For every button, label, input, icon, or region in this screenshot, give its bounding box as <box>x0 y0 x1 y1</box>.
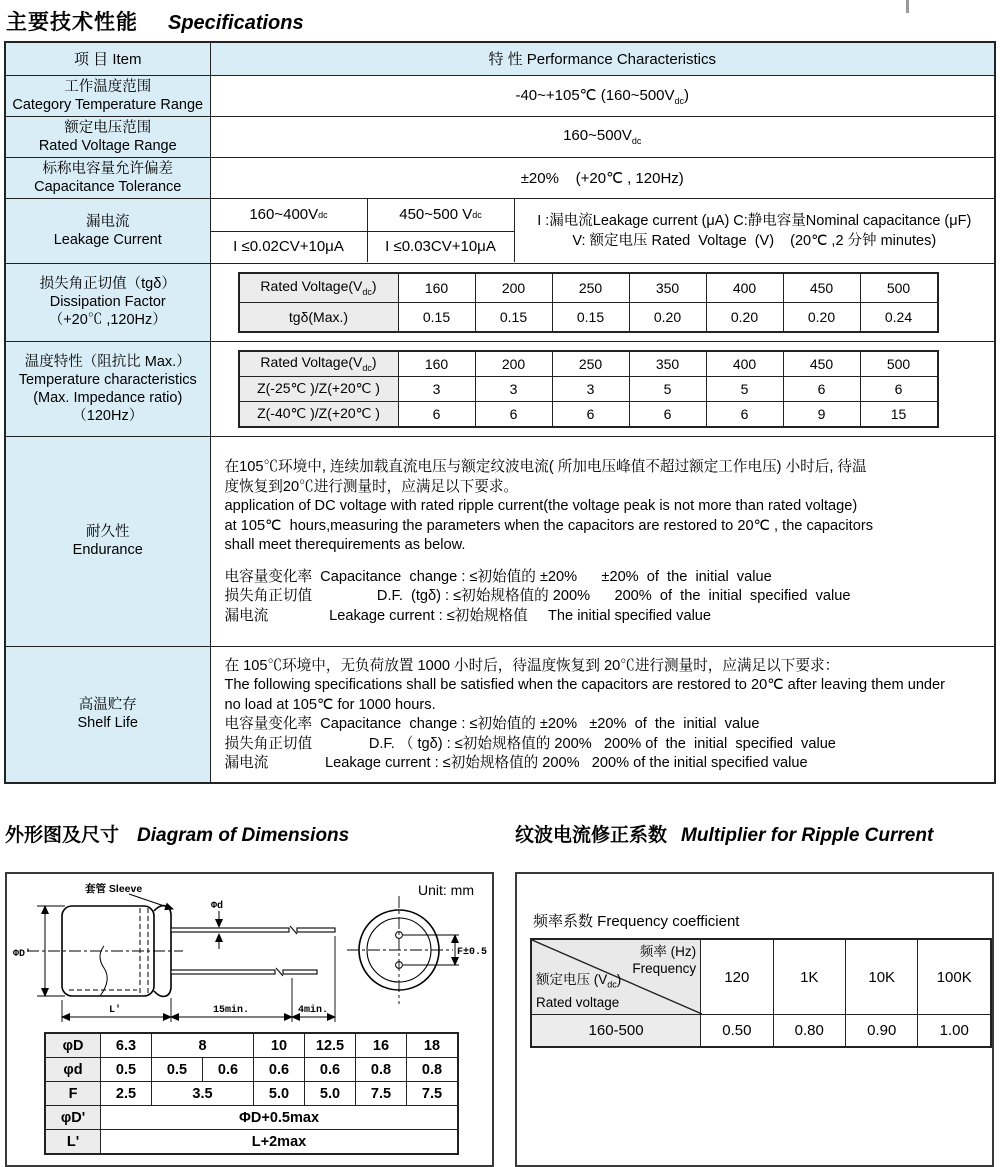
dim-phiD-4: 16 <box>356 1033 407 1058</box>
df-v0: 160 <box>398 273 475 303</box>
capacitor-diagram <box>7 878 492 1030</box>
dimension-table <box>44 1032 459 1155</box>
leakage-label: 漏电流 Leakage Current <box>5 198 210 263</box>
leakage-value <box>210 198 995 263</box>
z40-3: 6 <box>629 401 706 427</box>
z40-1: 6 <box>475 401 552 427</box>
z25-0: 3 <box>398 376 475 401</box>
dim-phid-4: 0.6 <box>305 1058 356 1082</box>
dim-phid-1: 0.5 <box>152 1058 203 1082</box>
ripple-box <box>515 872 994 1167</box>
temp-range-label-en: Category Temperature Range <box>12 96 204 113</box>
temp-range-value: -40~+105℃ $(160\sim 500V_{dc})$ <box>210 75 995 116</box>
dissipation-label: 损失角正切值（tgδ） Dissipation Factor （+20℃ ,120Hz） <box>5 263 210 341</box>
temp-range-label-cn: 工作温度范围 <box>64 78 152 95</box>
dim-phiDp-label: φD' <box>45 1106 101 1130</box>
bottom-section-titles <box>0 820 1000 856</box>
dim-phiD-3: 12.5 <box>305 1033 356 1058</box>
freq-1k: 1K <box>773 939 845 1015</box>
leakage-formula-1: I ≤0.02CV+10μA <box>211 231 367 263</box>
temp-char-value <box>210 341 995 436</box>
tg-5: 0.20 <box>783 302 860 332</box>
z25-2: 3 <box>552 376 629 401</box>
row-temp-char <box>5 341 995 436</box>
tc-v4: 400 <box>706 351 783 377</box>
dim-phiD-5: 18 <box>407 1033 459 1058</box>
row-leakage <box>5 198 995 263</box>
row-shelf-life <box>5 646 995 783</box>
dim-phid-0: 0.5 <box>101 1058 152 1082</box>
tolerance-label: 标称电容量允许偏差 Capacitance Tolerance <box>5 157 210 198</box>
endurance-text: 在105℃环境中, 连续加载直流电压与额定纹波电流( 所加电压峰值不超过额定工作电压) 小时后, 待温 度恢复到20℃进行测量时，应满足以下要求。 application of DC voltage with rated ripple current(the voltage peak is not more than rated voltage) at 105℃ hours,measuring the parameters when the capacitors are restored to 20℃ , the capacitors shall meet therequirements as below. 电容量变化率 Capacitance change : ≤初始值的 ±20% ±20% of the initial value 损失角正切值 D.F. (tgδ) : ≤初始规格值的 200% 200% of the initial specified value 漏电流 Leakage current : ≤初始规格值 The initial specified value <box>210 436 995 646</box>
dim-f-0: 2.5 <box>101 1082 152 1106</box>
tip-length-label: 4min. <box>298 1005 329 1016</box>
dim-phid-3: 0.6 <box>254 1058 305 1082</box>
L-dim-label: L' <box>109 1005 122 1016</box>
z40-4: 6 <box>706 401 783 427</box>
dim-phiD-label: φD <box>45 1033 101 1058</box>
leakage-subtable <box>211 199 514 262</box>
df-header: Rated $Voltage(V_{dc})$ <box>239 273 399 303</box>
z25-4: 5 <box>706 376 783 401</box>
tc-v3: 350 <box>629 351 706 377</box>
coef-1k: 0.80 <box>773 1015 845 1048</box>
row-tolerance <box>5 157 995 198</box>
frequency-table-corner <box>531 939 701 1015</box>
z25-3: 5 <box>629 376 706 401</box>
freq-voltage-range: 160-500 <box>531 1015 701 1048</box>
temp-char-label: 温度特性（阻抗比 Max.） Temperature characteristics (Max. Impedance ratio) （120Hz） <box>5 341 210 436</box>
ripple-title <box>515 820 933 856</box>
row-voltage-range <box>5 116 995 157</box>
page-title-en: Specifications <box>168 12 304 34</box>
dim-f-4: 7.5 <box>356 1082 407 1106</box>
df-v2: 250 <box>552 273 629 303</box>
dimensions-title-cn: 外形图及尺寸 <box>5 825 120 846</box>
tg-0: 0.15 <box>398 302 475 332</box>
z25-label: Z(-25℃ )/Z(+20℃ ) <box>239 376 399 401</box>
temp-range-label <box>5 75 210 116</box>
header-performance: 特 性 Performance Characteristics <box>210 42 995 75</box>
freq-120: 120 <box>701 939 773 1015</box>
dim-Lp-label: L' <box>45 1130 101 1155</box>
dim-phiD-1: 8 <box>152 1033 254 1058</box>
frequency-table <box>530 938 992 1048</box>
shelf-life-text: 在 105℃环境中，无负荷放置 1000 小时后，待温度恢复到 20℃进行测量时，应满足以下要求： The following specifications shall be satisfied when the capacitors are restored to 20℃ after leaving them under no load at 105℃ for 1000 hours. 电容量变化率 Capacitance change : ≤初始值的 ±20% ±20% of the initial value 损失角正切值 D.F. （ tgδ) : ≤初始规格值的 200% 200% of the initial specified value 漏电流 Leakage current : ≤初始规格值的 200% 200% of the initial specified value <box>210 646 995 783</box>
tc-v5: 450 <box>783 351 860 377</box>
row-endurance <box>5 436 995 646</box>
dim-phid-5: 0.8 <box>356 1058 407 1082</box>
coef-100k: 1.00 <box>918 1015 991 1048</box>
voltage-range-label: 额定电压范围 Rated Voltage Range <box>5 116 210 157</box>
leakage-formula-2: I ≤0.03CV+10μA <box>367 231 514 263</box>
z25-5: 6 <box>783 376 860 401</box>
dissipation-subtable <box>238 272 939 333</box>
df-v4: 400 <box>706 273 783 303</box>
header-item: 项 目 Item <box>5 42 210 75</box>
tc-v6: 500 <box>860 351 938 377</box>
tc-v0: 160 <box>398 351 475 377</box>
df-v3: 350 <box>629 273 706 303</box>
dim-phiD-2: 10 <box>254 1033 305 1058</box>
z40-2: 6 <box>552 401 629 427</box>
corner-freq-cn: 频率 (Hz) <box>639 944 697 959</box>
temp-char-subtable <box>238 350 939 428</box>
leakage-note: I :漏电流Leakage current (μA) C:静电容量Nominal capacitance (μF) V: 额定电压 Rated Voltage (V) (20℃ ,2 分钟 minutes) <box>514 199 995 262</box>
dim-phiD-0: 6.3 <box>101 1033 152 1058</box>
dim-f-2: 5.0 <box>254 1082 305 1106</box>
tc-header: Rated $Voltage(V_{dc})$ <box>239 351 399 377</box>
dim-phid-2: 0.6 <box>203 1058 254 1082</box>
dim-f-label: F <box>45 1082 101 1106</box>
tg-3: 0.20 <box>629 302 706 332</box>
leakage-range-2: 450~500 V dc <box>367 199 514 231</box>
tolerance-value: ±20% (+20℃ , 120Hz) <box>210 157 995 198</box>
page-edge-mark <box>906 0 909 13</box>
dim-f-3: 5.0 <box>305 1082 356 1106</box>
df-v6: 500 <box>860 273 938 303</box>
spec-table <box>4 41 996 784</box>
tg-1: 0.15 <box>475 302 552 332</box>
tc-v2: 250 <box>552 351 629 377</box>
f-dim-label: F±0.5 <box>457 947 488 958</box>
tg-4: 0.20 <box>706 302 783 332</box>
dimensions-box <box>5 872 494 1167</box>
frequency-coefficient-subtitle: 频率系数 Frequency coefficient <box>533 913 740 930</box>
dimensions-title-en: Diagram of Dimensions <box>137 825 350 846</box>
dim-phid-label: φd <box>45 1058 101 1082</box>
dim-f-1: 3.5 <box>152 1082 254 1106</box>
dim-phid-6: 0.8 <box>407 1058 459 1082</box>
dimensions-title <box>5 820 505 856</box>
row-dissipation <box>5 263 995 341</box>
sleeve-label: 套管 Sleeve <box>85 883 143 895</box>
z40-label: Z(-40℃ )/Z(+20℃ ) <box>239 401 399 427</box>
page-title-cn: 主要技术性能 <box>6 11 138 34</box>
tg-label: tgδ(Max.) <box>239 302 399 332</box>
coef-10k: 0.90 <box>846 1015 918 1048</box>
z40-6: 15 <box>860 401 938 427</box>
z40-5: 9 <box>783 401 860 427</box>
leakage-range-1: 160~400V dc <box>249 206 328 224</box>
unit-label: Unit: mm <box>418 882 474 898</box>
row-temp-range <box>5 75 995 116</box>
corner-voltage-en: Rated voltage <box>536 995 620 1010</box>
df-v5: 450 <box>783 273 860 303</box>
spec-header-row <box>5 42 995 75</box>
endurance-label: 耐久性 Endurance <box>5 436 210 646</box>
coef-120: 0.50 <box>701 1015 773 1048</box>
dim-f-5: 7.5 <box>407 1082 459 1106</box>
tg-2: 0.15 <box>552 302 629 332</box>
voltage-range-value: $160\sim 500V_{dc}$ <box>210 116 995 157</box>
freq-100k: 100K <box>918 939 991 1015</box>
tg-6: 0.24 <box>860 302 938 332</box>
dim-phiDp-value: ΦD+0.5max <box>101 1106 459 1130</box>
dim-Lp-value: L+2max <box>101 1130 459 1155</box>
z25-6: 6 <box>860 376 938 401</box>
shelf-life-label: 高温贮存 Shelf Life <box>5 646 210 783</box>
corner-voltage-cn: 额定电压 $(V_{dc})$ <box>536 972 622 990</box>
phiD-dim-label: ΦD' <box>13 949 32 960</box>
dissipation-value <box>210 263 995 341</box>
tc-v1: 200 <box>475 351 552 377</box>
df-v1: 200 <box>475 273 552 303</box>
ripple-title-en: Multiplier for Ripple Current <box>681 825 934 846</box>
page-title <box>0 0 1000 40</box>
z40-0: 6 <box>398 401 475 427</box>
z25-1: 3 <box>475 376 552 401</box>
lead-length-label: 15min. <box>213 1005 250 1016</box>
corner-freq-en: Frequency <box>632 961 697 976</box>
freq-10k: 10K <box>846 939 918 1015</box>
ripple-title-cn: 纹波电流修正系数 <box>515 825 668 846</box>
phid-dim-label: Φd <box>211 901 224 912</box>
